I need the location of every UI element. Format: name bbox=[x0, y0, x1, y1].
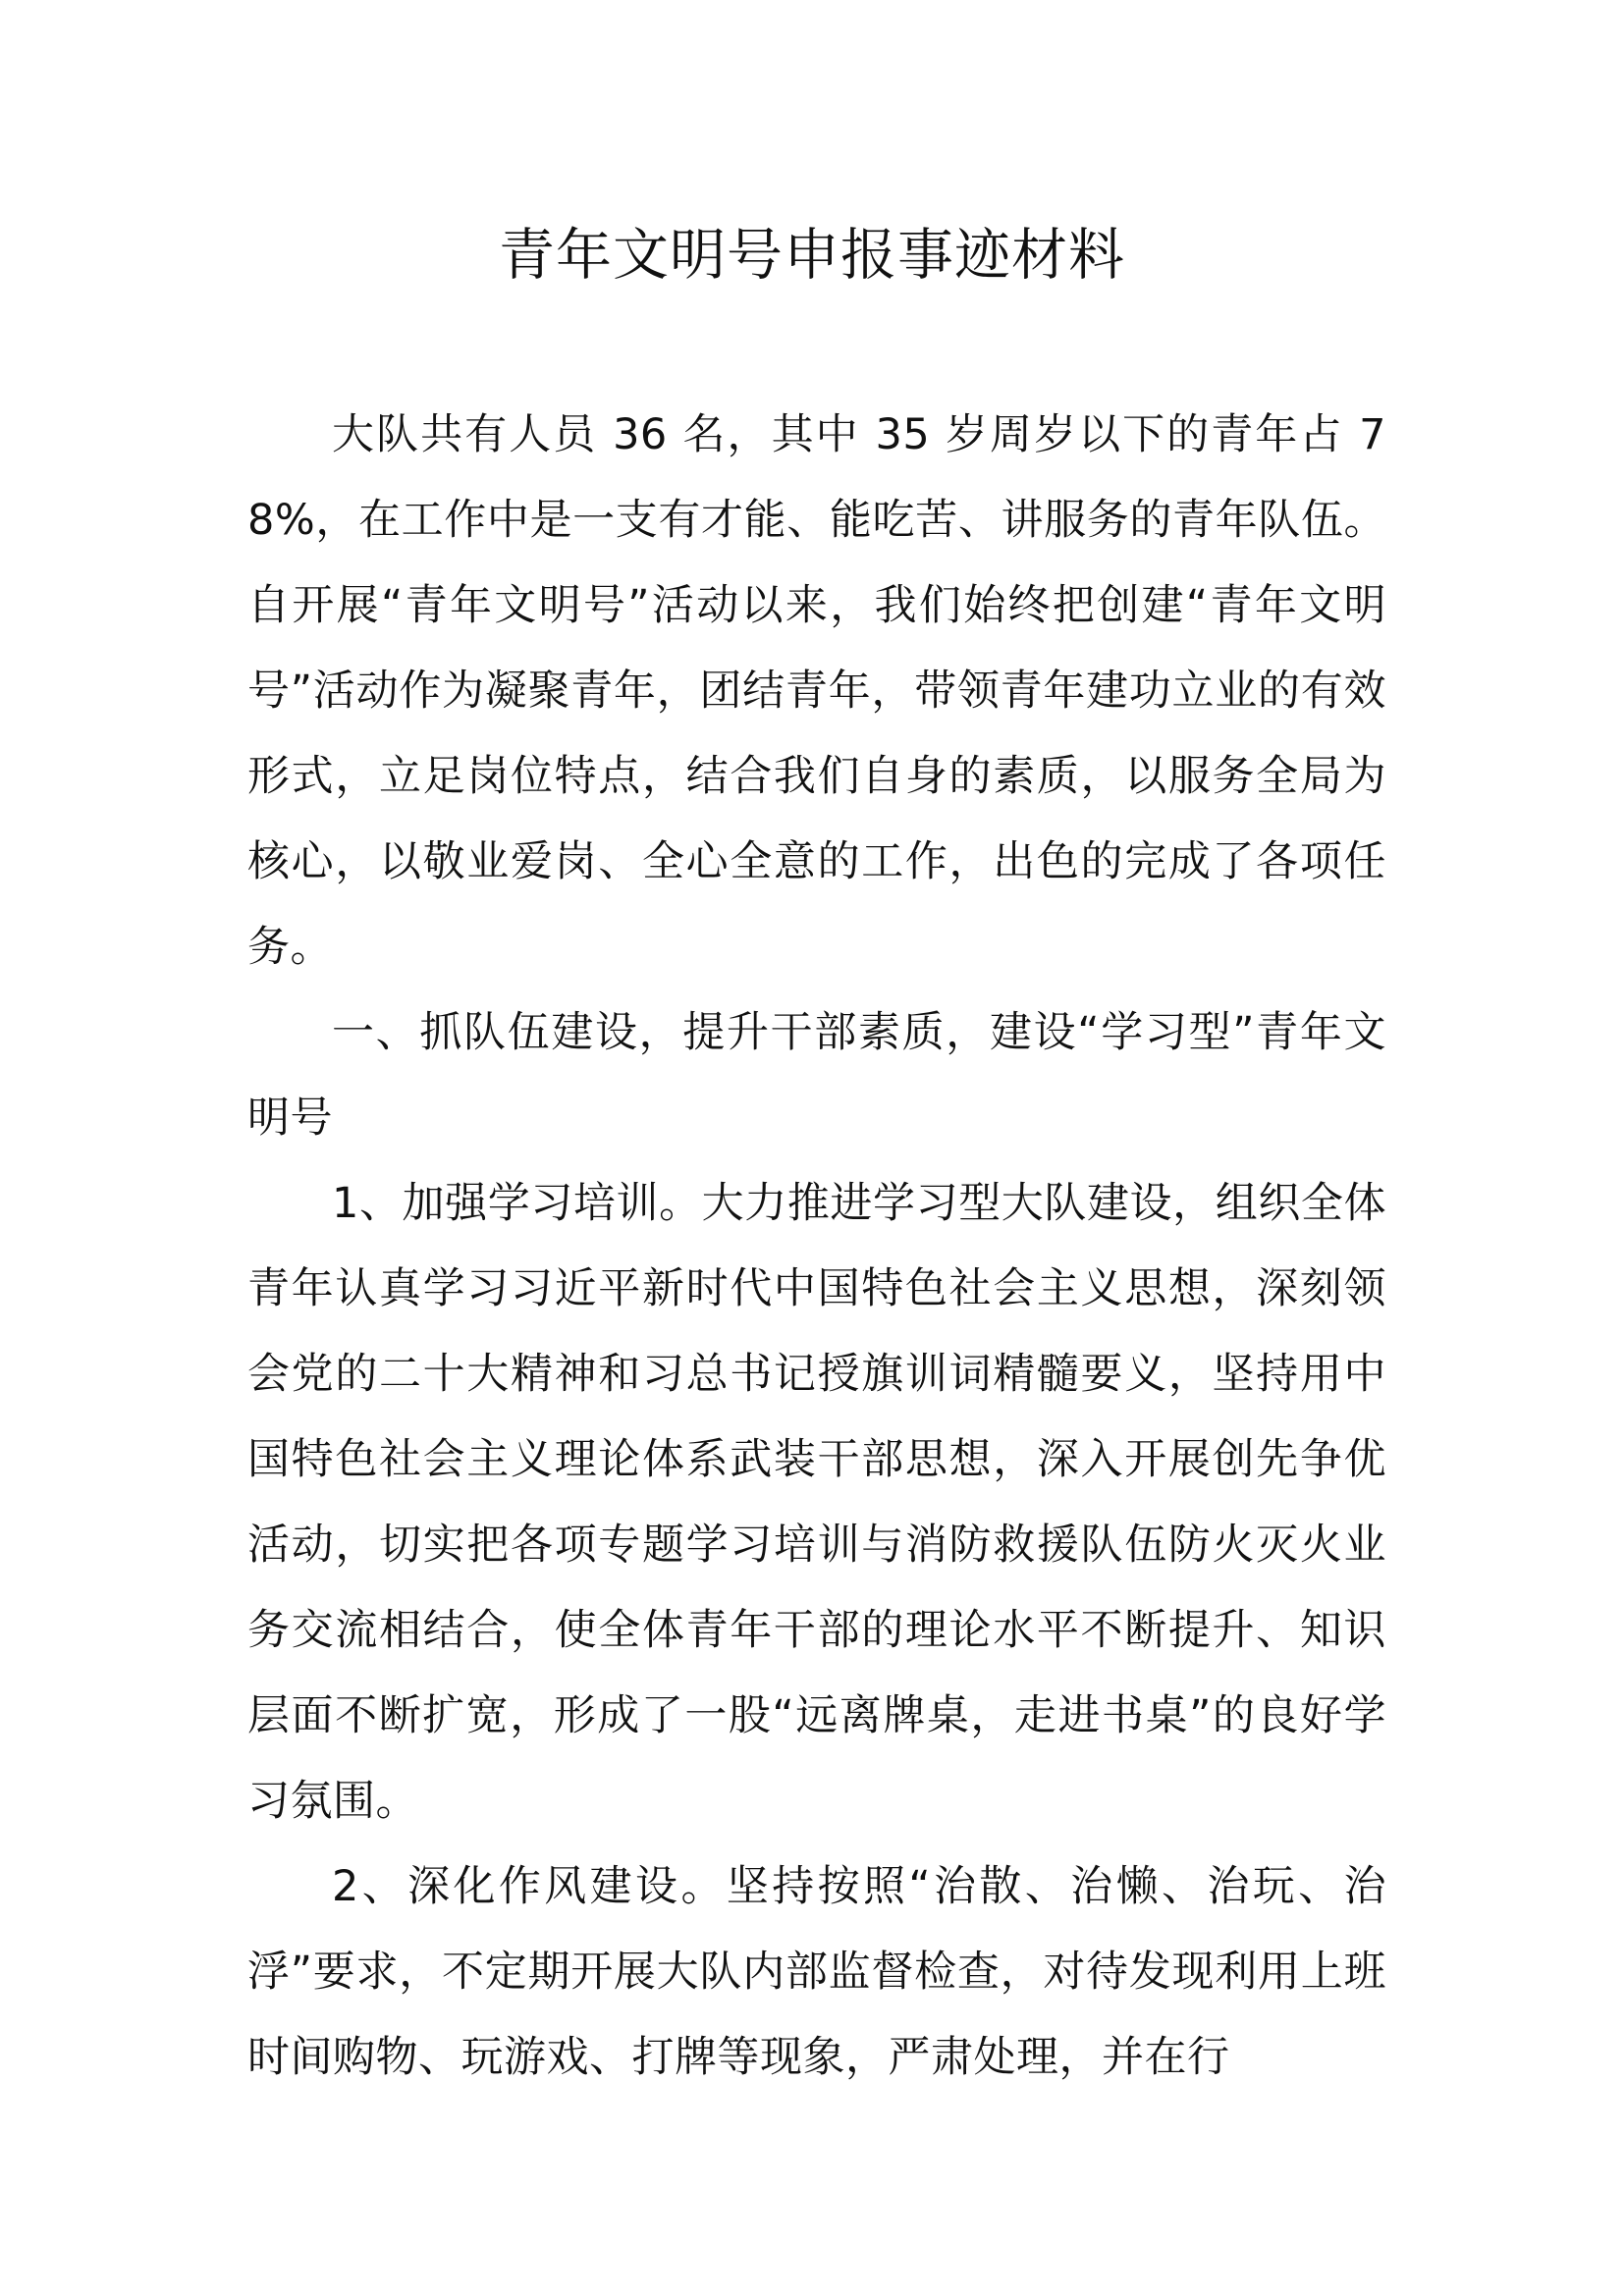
document-body bbox=[247, 393, 1386, 2101]
paragraph-item-1: 1、加强学习培训。大力推进学习型大队建设，组织全体青年认真学习习近平新时代中国特色社会主义思想，深刻领会党的二十大精神和习总书记授旗训词精髓要义，坚持用中国特色社会主义理论体系武装干部思想，深入开展创先争优活动，切实把各项专题学习培训与消防救援队伍防火灭火业务交流相结合，使全体青年干部的理论水平不断提升、知识层面不断扩宽，形成了一股“远离牌桌，走进书桌”的良好学习氛围。 bbox=[247, 1179, 1386, 1826]
document-title: 青年文明号申报事迹材料 bbox=[499, 223, 1125, 288]
paragraph-item-2: 2、深化作风建设。坚持按照“治散、治懒、治玩、治浮”要求，不定期开展大队内部监督检查，对待发现利用上班时间购物、玩游戏、打牌等现象，严肃处理，并在行 bbox=[247, 1862, 1386, 2082]
paragraph-section-heading-1: 一、抓队伍建设，提升干部素质，建设“学习型”青年文明号 bbox=[247, 1008, 1386, 1143]
paragraph-intro: 大队共有人员 36 名，其中 35 岁周岁以下的青年占 78%，在工作中是一支有才能、能吃苦、讲服务的青年队伍。自开展“青年文明号”活动以来，我们始终把创建“青年文明号”活动作为凝聚青年，团结青年，带领青年建功立业的有效形式，立足岗位特点，结合我们自身的素质，以服务全局为核心，以敬业爱岗、全心全意的工作，出色的完成了各项任务。 bbox=[247, 410, 1386, 972]
